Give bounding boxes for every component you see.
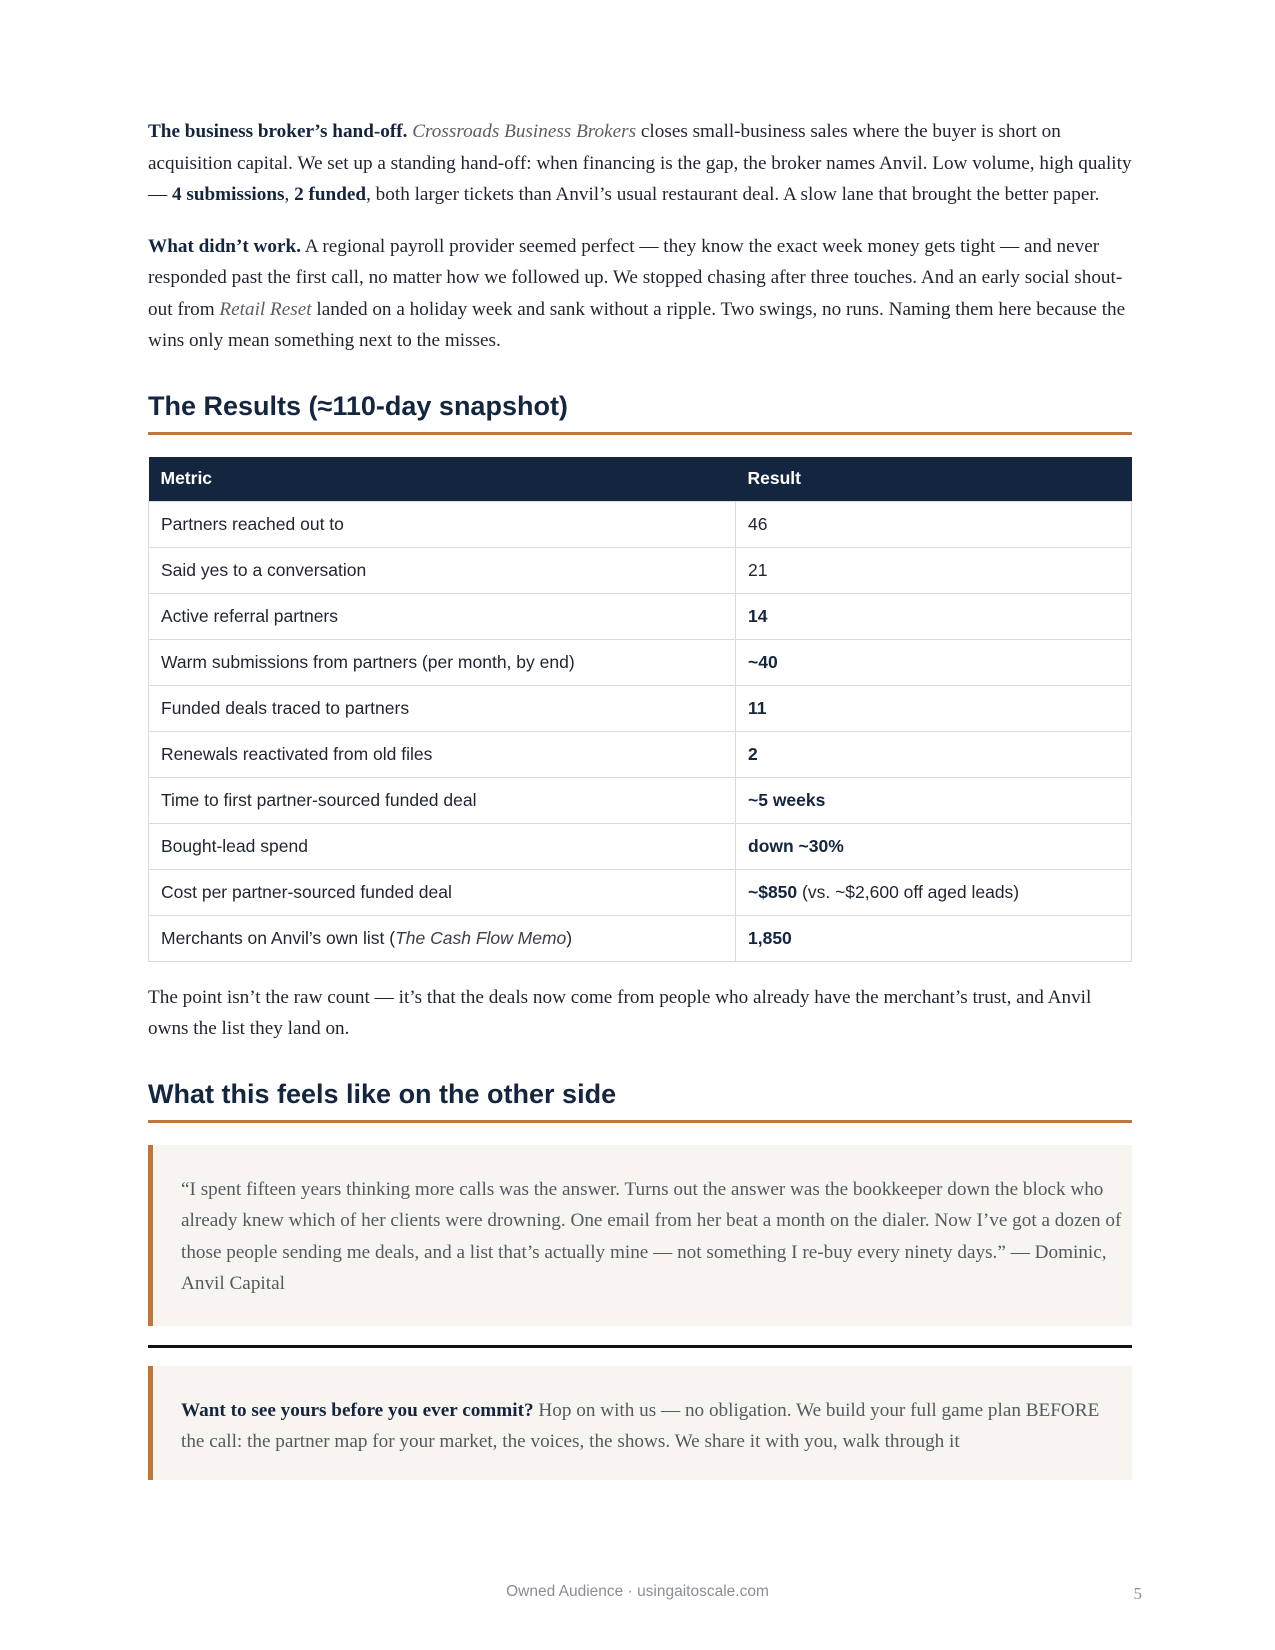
metric-text-end: )	[566, 927, 573, 948]
metric-cell: Cost per partner-sourced funded deal	[149, 869, 736, 915]
feel-heading: What this feels like on the other side	[148, 1079, 1132, 1123]
result-cell: 14	[736, 593, 1132, 639]
page-content	[148, 116, 1132, 1480]
broker-paragraph	[148, 116, 1132, 211]
misses-text-2: landed on a holiday week and sank without a ripple. Two swings, no runs. Naming them here because the wins only mean something next to the misses.	[148, 298, 1126, 351]
cta-text	[181, 1395, 1126, 1458]
table-row	[149, 547, 1132, 593]
result-cell: ~5 weeks	[736, 777, 1132, 823]
result-value: ~$850	[748, 881, 798, 902]
broker-name: Crossroads Business Brokers	[412, 121, 637, 142]
quote-text: “I spent fifteen years thinking more calls was the answer. Turns out the answer was the bookkeeper down the block who already knew which of her clients were drowning. One email from her beat a month on the dialer. Now I’ve got a dozen of those people sending me deals, and a list that’s actually mine — not something I re-buy every ninety days.” — Dominic, Anvil Capital	[181, 1178, 1122, 1294]
misses-text-1: A regional payroll provider seemed perfect — they know the exact week money gets tight — and never responded past the first call, no matter how we followed up. We stopped chasing after three touches. And an early social shout-out from	[148, 235, 1123, 320]
result-cell: 1,850	[736, 915, 1132, 961]
misses-paragraph	[148, 231, 1132, 357]
result-cell: 46	[736, 501, 1132, 547]
table-row	[149, 869, 1132, 915]
result-cell: down ~30%	[736, 823, 1132, 869]
broker-separator: ,	[284, 184, 295, 205]
table-row	[149, 501, 1132, 547]
header-metric: Metric	[149, 457, 736, 502]
table-row	[149, 777, 1132, 823]
result-cell: 2	[736, 731, 1132, 777]
metric-cell: Active referral partners	[149, 593, 736, 639]
metric-cell: Renewals reactivated from old files	[149, 731, 736, 777]
metric-text: Merchants on Anvil’s own list (	[161, 927, 396, 948]
metric-cell: Partners reached out to	[149, 501, 736, 547]
page-footer: Owned Audience · usingaitoscale.com	[506, 1583, 769, 1600]
metric-cell	[149, 915, 736, 961]
table-row	[149, 639, 1132, 685]
results-table	[148, 457, 1132, 962]
results-heading: The Results (≈110-day snapshot)	[148, 391, 1132, 435]
metric-cell: Funded deals traced to partners	[149, 685, 736, 731]
metric-cell: Time to first partner-sourced funded deal	[149, 777, 736, 823]
result-cell	[736, 869, 1132, 915]
broker-text-2: , both larger tickets than Anvil’s usual restaurant deal. A slow lane that brought the better paper.	[366, 184, 1100, 205]
metric-cell: Bought-lead spend	[149, 823, 736, 869]
metric-cell: Warm submissions from partners (per month, by end)	[149, 639, 736, 685]
newsletter-name: The Cash Flow Memo	[395, 927, 567, 948]
cta-box	[148, 1366, 1132, 1480]
page-number: 5	[1133, 1584, 1142, 1603]
header-result: Result	[736, 457, 1132, 502]
result-cell: 21	[736, 547, 1132, 593]
funded-highlight: 2 funded	[294, 184, 367, 205]
result-cell: ~40	[736, 639, 1132, 685]
summary-paragraph: The point isn’t the raw count — it’s that the deals now come from people who already have the merchant’s trust, and Anvil owns the list they land on.	[148, 986, 1092, 1039]
retail-reset-name: Retail Reset	[219, 298, 312, 320]
testimonial-quote	[148, 1145, 1132, 1326]
broker-text-1: closes small-business sales where the buyer is short on acquisition capital. We set up a standing hand-off: when financing is the gap, the broker names Anvil. Low volume, high quality —	[148, 121, 1132, 205]
table-row	[149, 823, 1132, 869]
submissions-highlight: 4 submissions	[171, 184, 285, 205]
table-header-row	[149, 457, 1132, 502]
divider	[148, 1345, 1132, 1348]
misses-lead: What didn’t work.	[148, 235, 301, 257]
cta-body: Hop on with us — no obligation. We build your full game plan BEFORE the call: the partner map for your market, the voices, the shows. We share it with you, walk through it	[181, 1399, 1100, 1452]
table-row	[149, 685, 1132, 731]
result-note: (vs. ~$2,600 off aged leads)	[797, 881, 1020, 902]
result-cell: 11	[736, 685, 1132, 731]
broker-lead: The business broker’s hand-off.	[148, 121, 408, 142]
table-row	[149, 593, 1132, 639]
metric-cell: Said yes to a conversation	[149, 547, 736, 593]
cta-lead: Want to see yours before you ever commit?	[181, 1399, 534, 1421]
table-row	[149, 915, 1132, 961]
table-row	[149, 731, 1132, 777]
